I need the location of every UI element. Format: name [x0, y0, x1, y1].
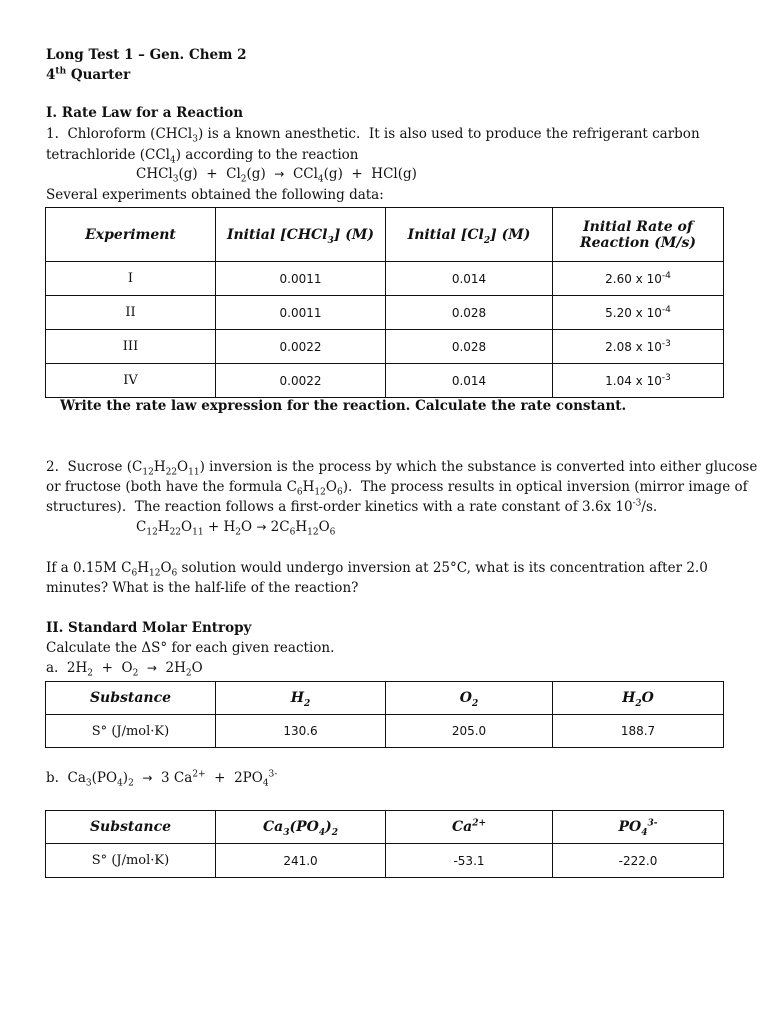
- chcl3-cell: 0.0022: [216, 364, 386, 398]
- col-header-substance: Substance: [46, 811, 216, 844]
- col-header-chcl3: Initial [CHCl$_3$] (M): [216, 208, 386, 262]
- h2-entropy-cell: 130.6: [216, 715, 386, 748]
- q2-line3: structures). The reaction follows a first-order kinetics with a rate constant of 3.6x $10^{-3}/s$.: [46, 498, 658, 515]
- cl2-cell: 0.028: [386, 296, 553, 330]
- table-row: [46, 715, 724, 748]
- chcl3-cell: 0.0022: [216, 330, 386, 364]
- experiment-cell: III: [46, 330, 216, 364]
- col-header-h2: $H_2$: [216, 682, 386, 715]
- q1-equation: CHCl$_3$(g) + $Cl_2(g) \to CCl_4(g) + HCl(g)$: [136, 166, 417, 185]
- entropy-table-a: [45, 681, 724, 748]
- cl2-cell: 0.014: [386, 364, 553, 398]
- col-header-substance: Substance: [46, 682, 216, 715]
- table-row: [46, 296, 724, 330]
- quarter-label: 4th Quarter: [46, 66, 131, 83]
- experiment-cell: II: [46, 296, 216, 330]
- chcl3-cell: 0.0011: [216, 296, 386, 330]
- q1-line3: Several experiments obtained the following data:: [46, 187, 384, 203]
- row-label-entropy: S° (J/mol·K): [46, 844, 216, 878]
- section1-heading: I. Rate Law for a Reaction: [46, 105, 244, 121]
- cl2-cell: 0.014: [386, 262, 553, 296]
- col-header-rate: Initial Rate of Reaction (M/s): [553, 208, 724, 262]
- experiment-cell: IV: [46, 364, 216, 398]
- q2-line5: minutes? What is the half-life of the reaction?: [46, 580, 359, 596]
- reaction-b-label: b. $Ca_3(PO_4)_2 \to 3$ $Ca^{2+} + 2PO_4^{3-}$: [46, 769, 278, 789]
- rate-cell: 2.60 x $10^{-4}$: [553, 262, 724, 296]
- q1-instruction: Write the rate law expression for the reaction. Calculate the rate constant.: [60, 398, 627, 414]
- ca3po42-entropy-cell: 241.0: [216, 844, 386, 878]
- table-row: [46, 262, 724, 296]
- col-header-cl2: Initial $[Cl_2]$ (M): [386, 208, 553, 262]
- entropy-table-b: [45, 810, 724, 878]
- experiment-cell: I: [46, 262, 216, 296]
- chcl3-cell: 0.0011: [216, 262, 386, 296]
- col-header-experiment: Experiment: [46, 208, 216, 262]
- q1-line1: 1. Chloroform (CHCl$_3$) is a known anesthetic. It is also used to produce the refrigerant carbon: [46, 126, 700, 145]
- q2-line1: 2. Sucrose $(C_{12}H_{22}O_{11})$ inversion is the process by which the substance is converted into either glucose: [46, 459, 758, 478]
- col-header-ca3po42: $Ca_3(PO_4)_2$: [216, 811, 386, 844]
- rate-cell: 5.20 x $10^{-4}$: [553, 296, 724, 330]
- rate-cell: 2.08 x $10^{-3}$: [553, 330, 724, 364]
- table-row: [46, 844, 724, 878]
- col-header-po43minus: $PO_4^{3-}$: [553, 811, 724, 844]
- q1-line2: tetrachloride (CCl$_4$) according to the reaction: [46, 147, 359, 166]
- q2-line2: or fructose (both have the formula $C_6H_{12}O_6$). The process results in optical inversion (mirror image of: [46, 479, 748, 498]
- section2-intro: Calculate the ΔS° for each given reaction.: [46, 640, 335, 656]
- col-header-h2o: $H_2O$: [553, 682, 724, 715]
- col-header-o2: $O_2$: [386, 682, 553, 715]
- rate-data-table: [45, 207, 724, 398]
- o2-entropy-cell: 205.0: [386, 715, 553, 748]
- table-row: [46, 330, 724, 364]
- table-row: [46, 364, 724, 398]
- po43minus-entropy-cell: -222.0: [553, 844, 724, 878]
- test-title: Long Test 1 – Gen. Chem 2: [46, 47, 247, 63]
- section2-heading: II. Standard Molar Entropy: [46, 620, 252, 636]
- rate-cell: 1.04 x $10^{-3}$: [553, 364, 724, 398]
- cl2-cell: 0.028: [386, 330, 553, 364]
- reaction-a-label: a. $2H_2 + O_2 \to 2H_2O$: [46, 660, 203, 679]
- ca2plus-entropy-cell: -53.1: [386, 844, 553, 878]
- col-header-ca2plus: $Ca^{2+}$: [386, 811, 553, 844]
- q2-line4: If a 0.15M $C_6H_{12}O_6$ solution would undergo inversion at 25°C, what is its concentration after 2.0: [46, 560, 708, 579]
- h2o-entropy-cell: 188.7: [553, 715, 724, 748]
- row-label-entropy: S° (J/mol·K): [46, 715, 216, 748]
- q2-equation: $C_{12}H_{22}O_{11} + H_2O \to 2C_6H_{12}O_6$: [136, 519, 336, 538]
